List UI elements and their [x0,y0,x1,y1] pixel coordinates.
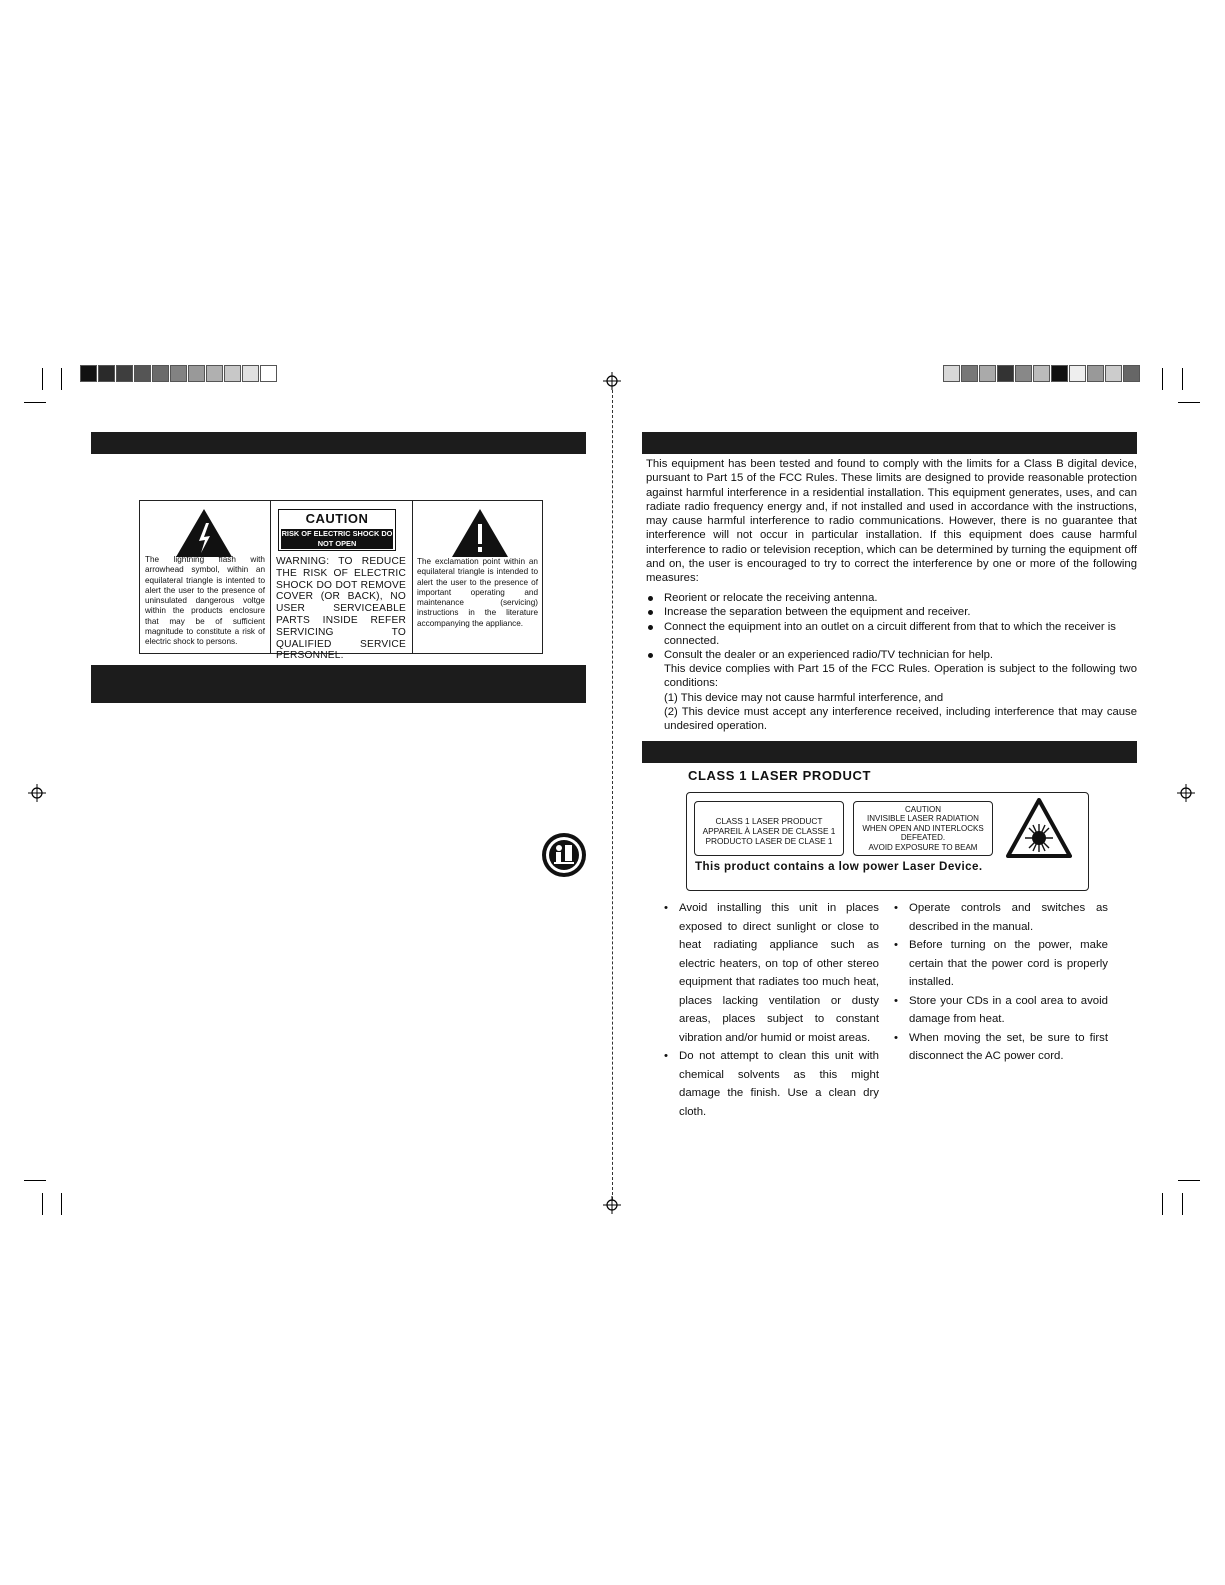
list-item: • Before turning on the power, make certain that the power cord is properly installed. [894,936,1108,992]
warning-symbols-box [139,500,543,662]
registration-mark-icon [603,1196,621,1214]
laser-note: This product contains a low power Laser Device. [695,860,983,873]
care-list-right [894,899,1108,1066]
laser-caution-label [853,801,993,856]
label-line: CAUTION [905,805,941,814]
care-list-left [664,899,879,1121]
list-item: Connect the equipment into an outlet on a circuit different from that to which the receiver is connected. [646,620,1137,649]
label-line: DEFEATED. [900,833,946,843]
warning-text: WARNING: TO REDUCE THE RISK OF ELECTRIC SHOCK DO DOT REMOVE COVER (OR BACK), NO USER SERVICEABLE PARTS INSIDE REFER SERVICING TO QUALIFIED SERVICE PERSONNEL. [276,556,406,662]
fcc-condition-1: (1) This device may not cause harmful interference, and [664,691,944,704]
label-line: PRODUCTO LASER DE CLASE 1 [705,836,833,846]
exclamation-explanation: The exclamation point within an equilateral triangle is intended to alert the user to the presence of important operating and maintenance (servicing) instructions in the literature accompanying the appliance. [417,557,538,628]
laser-label-panel [686,792,1089,891]
label-line: AVOID EXPOSURE TO BEAM [868,842,978,852]
list-item: • Do not attempt to clean this unit with chemical solvents as this might damage the finish. Use a clean dry cloth. [664,1047,879,1121]
lightning-explanation: The lightning flash with arrowhead symbol, within an equilateral triangle is intented to alert the user to the presence of uninsulated dangerous voltge within the products enclosure that may be of sufficient magnitude to constitute a risk of electric shock to persons. [145,555,265,647]
laser-warning-icon [1006,798,1072,858]
list-item: • Store your CDs in a cool area to avoid damage from heat. [894,992,1108,1029]
fcc-condition-2: (2) This device must accept any interference received, including interference that may cause undesired operation. [664,705,1137,733]
section-header-bar [91,665,586,703]
list-item: Reorient or relocate the receiving antenna. [646,591,1137,605]
fcc-compliance-notes [664,662,1137,733]
laser-heading: CLASS 1 LASER PRODUCT [688,768,872,783]
list-item: Consult the dealer or an experienced radio/TV technician for help. [646,648,1137,662]
section-header-bar [642,432,1137,454]
caution-band: RISK OF ELECTRIC SHOCK DO NOT OPEN [281,529,393,548]
laser-class-label [694,801,844,856]
fold-line [612,390,613,1200]
lightning-triangle-icon [175,508,233,558]
label-line: WHEN OPEN AND INTERLOCKS [862,823,984,833]
registration-mark-icon [603,372,621,390]
caution-title: CAUTION [305,511,369,526]
list-item: Increase the separation between the equipment and receiver. [646,605,1137,619]
list-item: • When moving the set, be sure to first disconnect the AC power cord. [894,1029,1108,1066]
registration-mark-icon [28,784,46,802]
list-item: • Operate controls and switches as described in the manual. [894,899,1108,936]
label-line: APPAREIL À LASER DE CLASSE 1 [702,826,836,836]
label-line: INVISIBLE LASER RADIATION [867,814,979,824]
fcc-intro: This equipment has been tested and found to comply with the limits for a Class B digital device, pursuant to Part 15 of the FCC Rules. These limits are designed to provide reasonable protection against harmful interference in a residential installation. This equipment generates, uses, and can radiate radio frequency energy and, if not installed and used in accordance with the instructions, may cause harmful interference to radio communications. However, there is no guarantee that interference will not occur in particular installation. If this equipment does cause harmful interference to radio or television reception, which can be determined by turning the equipment off and on, the user is encouraged to try to correct the interference by one or more of the following measures: [646,458,1137,585]
fcc-measures-list [646,591,1137,662]
caution-label [278,509,396,551]
exclamation-triangle-icon [451,508,509,558]
list-item: • Avoid installing this unit in places exposed to direct sunlight or close to heat radiating appliance such as electric heaters, on top of other stereo equipment that radiates too much heat, places lacking ventilation or dusty areas, places subject to constant vibration and/or humid or moist areas. [664,899,879,1047]
label-line: CLASS 1 LASER PRODUCT [715,816,823,826]
section-header-bar [91,432,586,454]
fcc-compliance: This device complies with Part 15 of the FCC Rules. Operation is subject to the following two conditions: [664,663,1137,690]
cart-tip-over-icon [540,831,588,879]
registration-mark-icon [1177,784,1195,802]
section-header-bar [642,741,1137,763]
